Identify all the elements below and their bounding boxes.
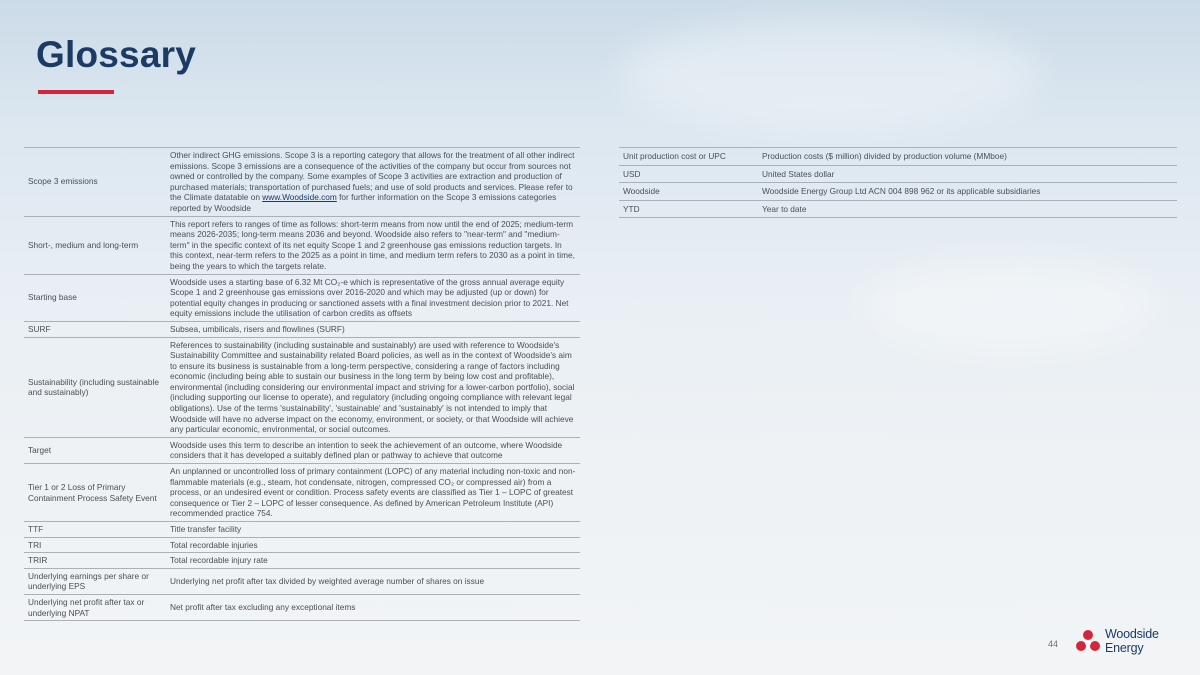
glossary-term: Underlying net profit after tax or underlying NPAT	[24, 594, 166, 620]
glossary-definition: Title transfer facility	[166, 522, 580, 538]
glossary-row	[24, 437, 580, 463]
glossary-row	[24, 522, 580, 538]
glossary-definition: This report refers to ranges of time as follows: short-term means from now until the end of 2025; medium-term means 2026-2035; long-term means 2036 and beyond. Woodside also refers to "near-term" and "medium-term" in the specific context of its net equity Scope 1 and 2 greenhouse gas emissions reduction targets. In this context, near-term refers to the 2025 as a point in time, and medium term refers to 2030 as a point in time, being the years to which the targets relate.	[166, 216, 580, 274]
glossary-term: Underlying earnings per share or underlying EPS	[24, 568, 166, 594]
glossary-row	[24, 553, 580, 569]
glossary-definition: Woodside uses a starting base of 6.32 Mt CO₂-e which is representative of the gross annual average equity Scope 1 and 2 greenhouse gas emissions over 2016-2020 and which may be adjusted (up or down) for potential equity changes in producing or sanctioned assets with a final investment decision prior to 2021. Net equity emissions include the utilisation of carbon credits as offsets	[166, 274, 580, 321]
glossary-row	[24, 337, 580, 437]
logo-line1: Woodside	[1105, 627, 1159, 641]
glossary-row	[24, 321, 580, 337]
title-accent-rule	[38, 90, 114, 94]
glossary-term: TTF	[24, 522, 166, 538]
glossary-row	[24, 594, 580, 620]
glossary-row	[619, 148, 1177, 166]
glossary-row	[24, 464, 580, 522]
glossary-table-right	[619, 147, 1177, 218]
glossary-row	[619, 200, 1177, 218]
glossary-term: USD	[619, 165, 758, 183]
glossary-term: Unit production cost or UPC	[619, 148, 758, 166]
glossary-row	[619, 165, 1177, 183]
definition-text-suffix: for further information on the Scope 3 emissions categories reported by Woodside	[170, 192, 557, 213]
background-cloud	[620, 20, 1040, 130]
glossary-table-left	[24, 147, 580, 621]
logo-wordmark	[1105, 628, 1159, 655]
glossary-term: Sustainability (including sustainable and sustainably)	[24, 337, 166, 437]
page-number: 44	[1048, 639, 1059, 649]
glossary-row	[24, 568, 580, 594]
glossary-definition: Woodside Energy Group Ltd ACN 004 898 962 or its applicable subsidiaries	[758, 183, 1177, 201]
woodside-logo-icon	[1074, 628, 1102, 656]
glossary-definition: Woodside uses this term to describe an intention to seek the achievement of an outcome, where Woodside considers that it has developed a suitably defined plan or pathway to achieve that outcome	[166, 437, 580, 463]
woodside-energy-logo	[1074, 626, 1164, 658]
glossary-term: TRI	[24, 537, 166, 553]
background-cloud	[860, 260, 1160, 350]
glossary-definition: Subsea, umbilicals, risers and flowlines (SURF)	[166, 321, 580, 337]
logo-line2: Energy	[1105, 640, 1144, 655]
glossary-definition: Underlying net profit after tax divided by weighted average number of shares on issue	[166, 568, 580, 594]
glossary-definition: Net profit after tax excluding any exceptional items	[166, 594, 580, 620]
glossary-row	[24, 274, 580, 321]
glossary-term: Tier 1 or 2 Loss of Primary Containment Process Safety Event	[24, 464, 166, 522]
glossary-term: Starting base	[24, 274, 166, 321]
page-title: Glossary	[36, 34, 196, 75]
glossary-term: Short-, medium and long-term	[24, 216, 166, 274]
glossary-definition: References to sustainability (including sustainable and sustainably) are used with reference to Woodside's Sustainability Committee and sustainability related Board policies, as well as in the context of Woodside's aim to ensure its business is sustainable from a long-term perspective, considering a range of factors including economic (including being able to sustain our business in the long term by being low cost and profitable), environmental (including considering our environmental impact and striving for a lower-carbon portfolio), social (including supporting our license to operate), and regulatory (including ongoing compliance with relevant legal obligations). Use of the terms 'sustainability', 'sustainable' and 'sustainably' is not intended to imply that Woodside will have no adverse impact on the economy, environment, or society, or that Woodside will achieve any particular economic, environmental, or social outcomes.	[166, 337, 580, 437]
glossary-term: Target	[24, 437, 166, 463]
glossary-row	[24, 148, 580, 217]
glossary-term: Scope 3 emissions	[24, 148, 166, 217]
glossary-definition: United States dollar	[758, 165, 1177, 183]
glossary-definition: Total recordable injury rate	[166, 553, 580, 569]
glossary-definition: Total recordable injuries	[166, 537, 580, 553]
glossary-term: TRIR	[24, 553, 166, 569]
glossary-definition: An unplanned or uncontrolled loss of primary containment (LOPC) of any material including non-toxic and non-flammable materials (e.g., steam, hot condensate, nitrogen, compressed CO₂ or compressed air) from a process, or an undesired event or condition. Process safety events are classified as Tier 1 – LOPC of greatest consequence or Tier 2 – LOPC of lesser consequence. As defined by American Petroleum Institute (API) recommended practice 754.	[166, 464, 580, 522]
glossary-definition	[166, 148, 580, 217]
glossary-row	[619, 183, 1177, 201]
glossary-definition: Year to date	[758, 200, 1177, 218]
definition-text: Other indirect GHG emissions. Scope 3 is a reporting category that allows for the treatment of all other indirect emissions. Scope 3 emissions are a consequence of the activities of the company but occur from sources not owned or controlled by the company. Some examples of Scope 3 activities are extraction and production of purchased materials; transportation of purchased fuels; and use of sold products and services. Please refer to the Climate datatable on	[170, 150, 575, 203]
glossary-term: Woodside	[619, 183, 758, 201]
glossary-term: YTD	[619, 200, 758, 218]
glossary-definition: Production costs ($ million) divided by production volume (MMboe)	[758, 148, 1177, 166]
woodside-website-link[interactable]: www.Woodside.com	[262, 192, 337, 203]
glossary-row	[24, 216, 580, 274]
glossary-row	[24, 537, 580, 553]
glossary-term: SURF	[24, 321, 166, 337]
